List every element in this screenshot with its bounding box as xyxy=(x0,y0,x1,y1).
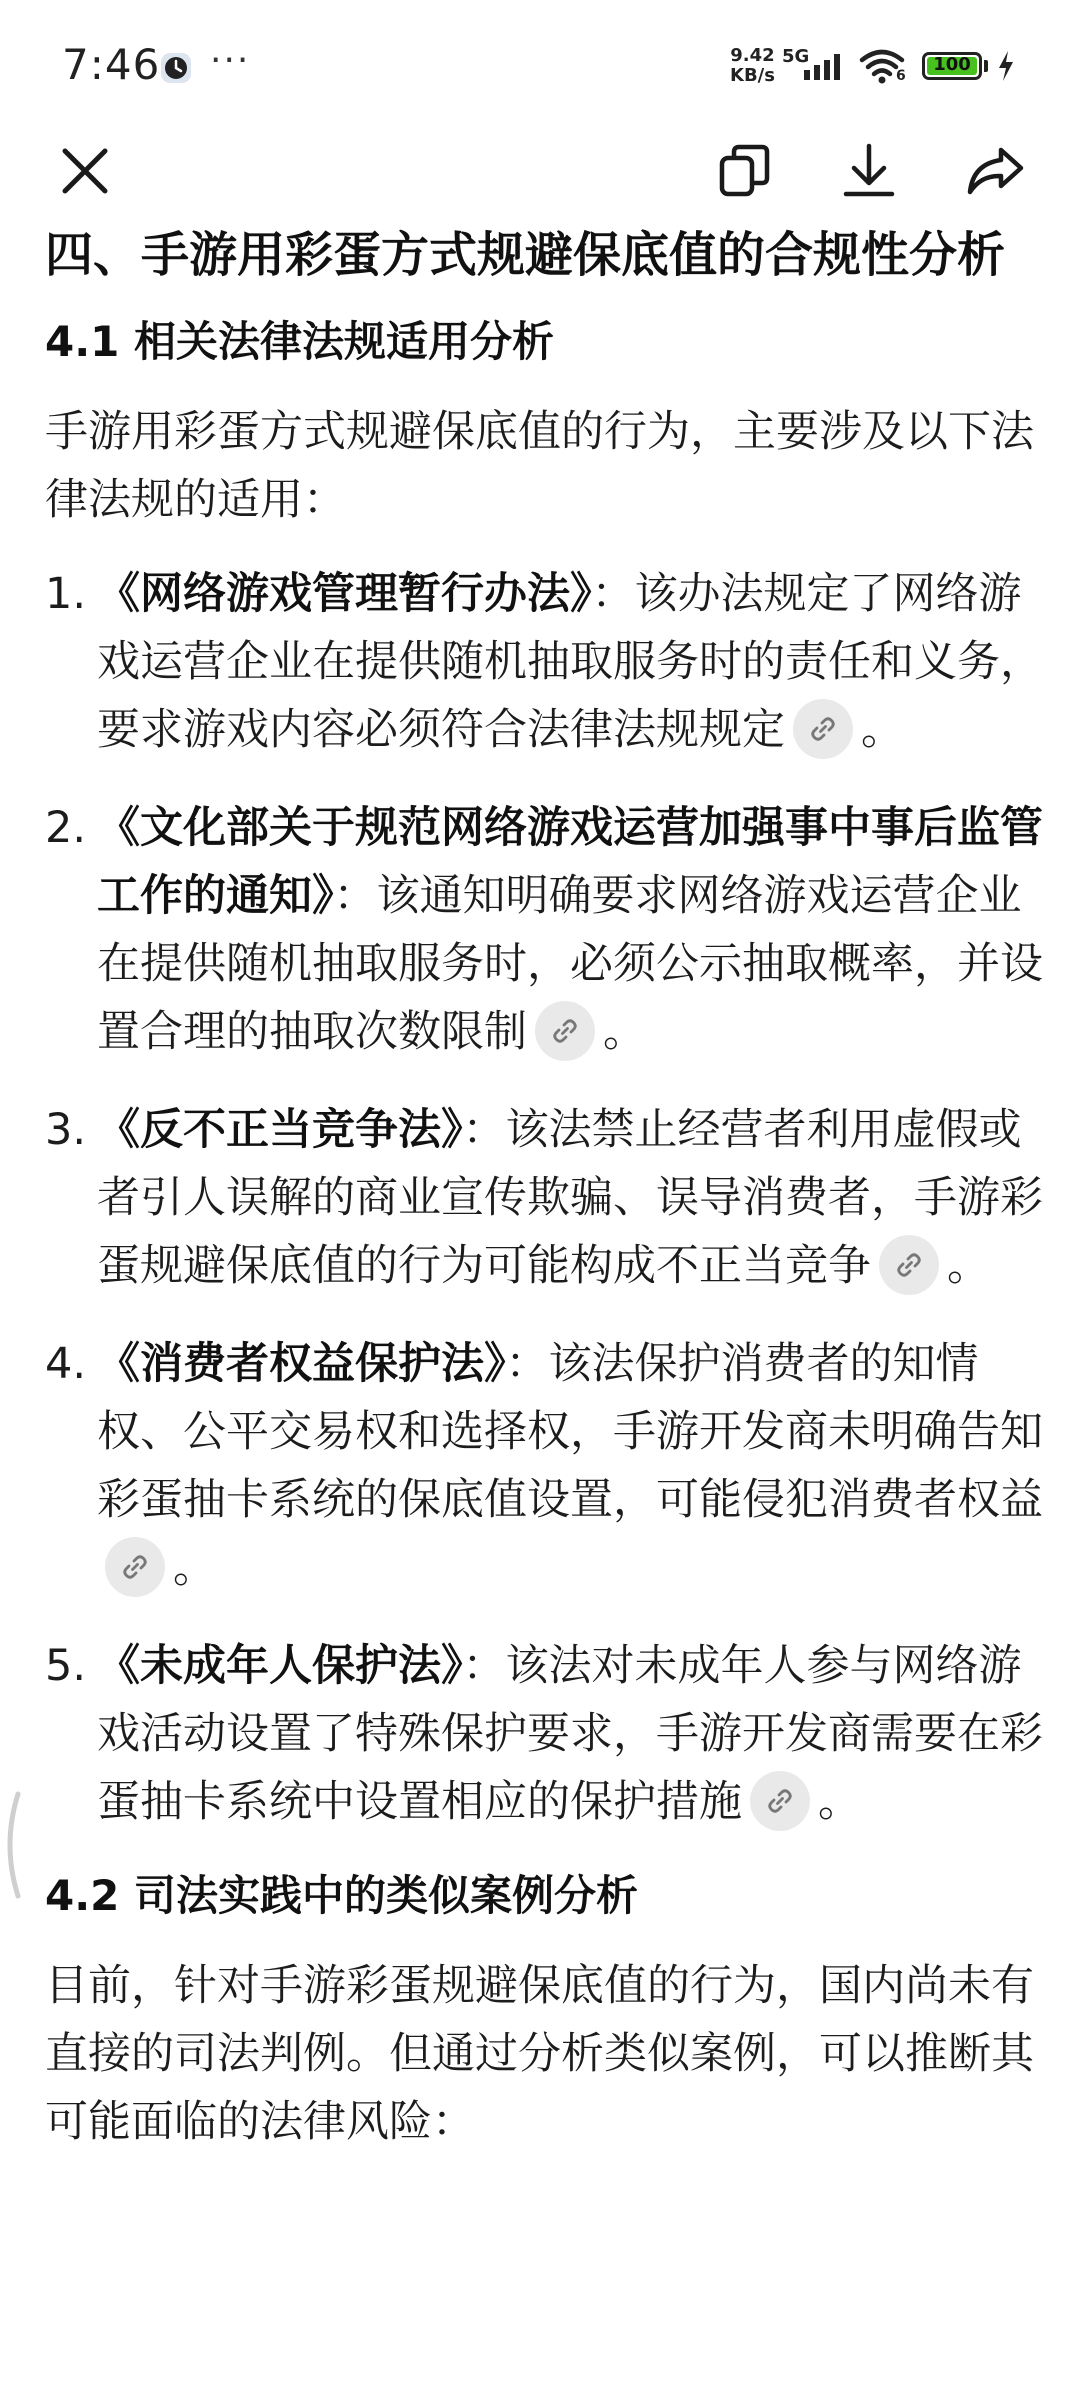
status-bar xyxy=(0,0,1080,130)
section-title: 4.2 司法实践中的类似案例分析 xyxy=(45,1871,639,1920)
source-link-button[interactable] xyxy=(105,1537,165,1597)
list-item-end: 。 xyxy=(173,1543,216,1593)
network-speed xyxy=(730,46,775,86)
link-icon xyxy=(894,1250,924,1280)
law-description: ：该办法规定了网络游戏运营企业在提供随机抽取服务时的责任和义务，要求游戏内容必须符合法律法规规定 xyxy=(97,569,1043,755)
list-item xyxy=(45,1330,1045,1602)
source-link-button[interactable] xyxy=(793,699,853,759)
list-item-end: 。 xyxy=(947,1241,990,1291)
wifi-standard: 6 xyxy=(896,68,906,84)
list-item xyxy=(45,560,1045,764)
list-item xyxy=(45,794,1045,1066)
download-button[interactable] xyxy=(836,140,902,206)
edge-swipe-handle[interactable] xyxy=(0,1790,24,1900)
law-title: 《未成年人保护法》 xyxy=(97,1641,463,1691)
list-item-end: 。 xyxy=(603,1007,646,1057)
battery-cap xyxy=(984,60,988,72)
share-icon xyxy=(965,142,1025,204)
source-link-button[interactable] xyxy=(879,1235,939,1295)
copy-button[interactable] xyxy=(712,140,778,206)
network-type: 5G xyxy=(782,46,810,67)
list-item-number: 2. xyxy=(45,803,87,853)
close-button[interactable] xyxy=(52,140,118,206)
list-item xyxy=(45,1096,1045,1300)
link-icon xyxy=(120,1552,150,1582)
link-icon xyxy=(550,1016,580,1046)
close-icon xyxy=(57,143,113,203)
section-title: 4.1 相关法律法规适用分析 xyxy=(45,317,555,366)
law-title: 《反不正当竞争法》 xyxy=(97,1105,463,1155)
network-speed-value: 9.42 xyxy=(730,45,775,66)
more-notifications-icon: ··· xyxy=(210,40,251,81)
section-intro: 目前，针对手游彩蛋规避保底值的行为，国内尚未有直接的司法判例。但通过分析类似案例，可以推断其可能面临的法律风险： xyxy=(45,1961,1034,2147)
law-description: ：该法对未成年人参与网络游戏活动设置了特殊保护要求，手游开发商需要在彩蛋抽卡系统中设置相应的保护措施 xyxy=(97,1641,1043,1827)
law-title: 《文化部关于规范网络游戏运营加强事中事后监管工作的通知》 xyxy=(97,803,1043,921)
link-icon xyxy=(765,1786,795,1816)
signal-icon xyxy=(802,52,848,86)
source-link-button[interactable] xyxy=(535,1001,595,1061)
status-time: 7:46 xyxy=(62,40,161,89)
copy-icon xyxy=(716,142,774,204)
battery-fill xyxy=(927,54,977,75)
battery-level: 100 xyxy=(933,54,971,75)
section-intro: 手游用彩蛋方式规避保底值的行为，主要涉及以下法律法规的适用： xyxy=(45,407,1034,525)
law-description: ：该法保护消费者的知情权、公平交易权和选择权，手游开发商未明确告知彩蛋抽卡系统的保底值设置，可能侵犯消费者权益 xyxy=(97,1339,1043,1525)
list-item-number: 3. xyxy=(45,1105,87,1155)
law-description: ：该法禁止经营者利用虚假或者引人误解的商业宣传欺骗、误导消费者，手游彩蛋规避保底值的行为可能构成不正当竞争 xyxy=(97,1105,1043,1291)
link-icon xyxy=(808,714,838,744)
share-button[interactable] xyxy=(962,140,1028,206)
battery-icon xyxy=(922,52,982,80)
law-title: 《网络游戏管理暂行办法》 xyxy=(97,569,592,619)
article-content xyxy=(45,218,1045,2156)
source-link-button[interactable] xyxy=(750,1771,810,1831)
network-speed-unit: KB/s xyxy=(730,65,775,86)
download-icon xyxy=(840,142,898,204)
list-item-end: 。 xyxy=(818,1777,861,1827)
list-item xyxy=(45,1632,1045,1836)
list-item-end: 。 xyxy=(861,705,904,755)
list-item-number: 1. xyxy=(45,569,87,619)
article-heading: 四、手游用彩蛋方式规避保底值的合规性分析 xyxy=(45,227,1006,283)
law-description: ：该通知明确要求网络游戏运营企业在提供随机抽取服务时，必须公示抽取概率，并设置合理的抽取次数限制 xyxy=(97,871,1043,1057)
law-list xyxy=(45,560,1045,1836)
charging-icon xyxy=(996,50,1016,86)
list-item-number: 4. xyxy=(45,1339,87,1389)
law-title: 《消费者权益保护法》 xyxy=(97,1339,506,1389)
clock-icon xyxy=(160,52,192,88)
list-item-number: 5. xyxy=(45,1641,87,1691)
